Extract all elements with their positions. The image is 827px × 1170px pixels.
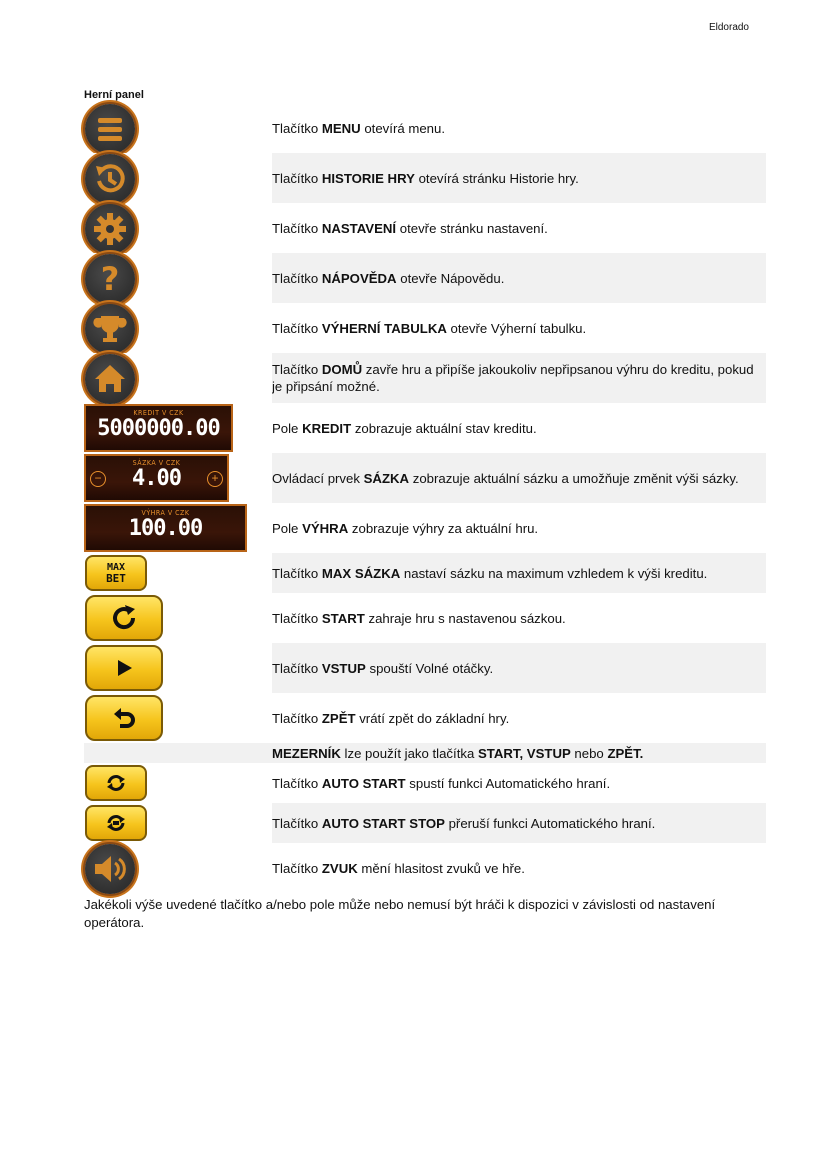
table-row bbox=[84, 693, 766, 743]
row-text: Tlačítko MAX SÁZKA nastaví sázku na maximum vzhledem k výši kreditu. bbox=[272, 565, 708, 581]
table-row bbox=[84, 403, 766, 453]
bet-value: 4.00 bbox=[132, 466, 181, 491]
trophy-icon bbox=[85, 304, 135, 354]
button-table bbox=[84, 103, 766, 893]
row-text: Tlačítko VÝHERNÍ TABULKA otevře Výherní tabulku. bbox=[272, 320, 587, 336]
back-button bbox=[85, 695, 163, 741]
row-text: Tlačítko MENU otevírá menu. bbox=[272, 120, 445, 136]
row-text: Tlačítko NASTAVENÍ otevře stránku nastavení. bbox=[272, 220, 548, 236]
table-row bbox=[84, 303, 766, 353]
home-icon bbox=[85, 354, 135, 404]
row-text: Tlačítko VSTUP spouští Volné otáčky. bbox=[272, 660, 494, 676]
history-icon bbox=[85, 154, 135, 204]
table-row bbox=[84, 503, 766, 553]
header-brand: Eldorado bbox=[708, 22, 749, 33]
table-row bbox=[84, 153, 766, 203]
play-button bbox=[85, 645, 163, 691]
bet-minus-button[interactable]: − bbox=[90, 471, 106, 487]
row-text: Tlačítko AUTO START STOP přeruší funkci Automatického hraní. bbox=[272, 815, 656, 831]
table-row bbox=[84, 803, 766, 843]
table-row bbox=[84, 643, 766, 693]
table-row bbox=[84, 763, 766, 803]
row-text: Tlačítko ZVUK mění hlasitost zvuků ve hře. bbox=[272, 860, 525, 876]
row-text: Tlačítko NÁPOVĚDA otevře Nápovědu. bbox=[272, 270, 505, 286]
row-text: MEZERNÍK lze použít jako tlačítka START, VSTUP nebo ZPĚT. bbox=[272, 745, 644, 761]
question-icon bbox=[85, 254, 135, 304]
row-text: Pole VÝHRA zobrazuje výhry za aktuální hru. bbox=[272, 520, 539, 536]
section-title bbox=[84, 89, 144, 101]
table-row bbox=[84, 743, 766, 763]
table-row bbox=[84, 253, 766, 303]
row-text: Tlačítko ZPĚT vrátí zpět do základní hry. bbox=[272, 710, 510, 726]
win-field: VÝHRA V CZK 100.00 bbox=[84, 504, 247, 552]
svg-text:?: ? bbox=[100, 260, 120, 298]
bet-field: SÁZKA V CZK − 4.00 + bbox=[84, 454, 229, 502]
row-text: Tlačítko AUTO START spustí funkci Automatického hraní. bbox=[272, 775, 611, 791]
table-row bbox=[84, 353, 766, 403]
max-bet-button: MAX BET bbox=[85, 555, 147, 591]
footnote: Jakékoli výše uvedené tlačítko a/nebo pole může nebo nemusí být hráči k dispozici v závislosti od nastavení operátora. bbox=[84, 897, 716, 930]
sound-icon bbox=[85, 844, 135, 894]
table-row bbox=[84, 553, 766, 593]
table-row bbox=[84, 103, 766, 153]
credit-field: KREDIT V CZK 5000000.00 bbox=[84, 404, 233, 452]
row-text: Pole KREDIT zobrazuje aktuální stav kreditu. bbox=[272, 420, 537, 436]
row-text: Ovládací prvek SÁZKA zobrazuje aktuální sázku a umožňuje změnit výši sázky. bbox=[272, 470, 739, 486]
start-button bbox=[85, 595, 163, 641]
table-row bbox=[84, 593, 766, 643]
menu-icon bbox=[85, 104, 135, 154]
row-text: Tlačítko DOMŮ zavře hru a připíše jakoukoliv nepřipsanou výhru do kreditu, pokud je připsání možné. bbox=[272, 362, 754, 394]
table-row bbox=[84, 843, 766, 893]
row-text: Tlačítko START zahraje hru s nastavenou sázkou. bbox=[272, 610, 566, 626]
autostart-button bbox=[85, 765, 147, 801]
bet-plus-button[interactable]: + bbox=[207, 471, 223, 487]
row-text: Tlačítko HISTORIE HRY otevírá stránku Historie hry. bbox=[272, 170, 579, 186]
gear-icon bbox=[85, 204, 135, 254]
section-title-text: Herní panel bbox=[84, 89, 144, 101]
autostop-button bbox=[85, 805, 147, 841]
table-row bbox=[84, 453, 766, 503]
table-row bbox=[84, 203, 766, 253]
